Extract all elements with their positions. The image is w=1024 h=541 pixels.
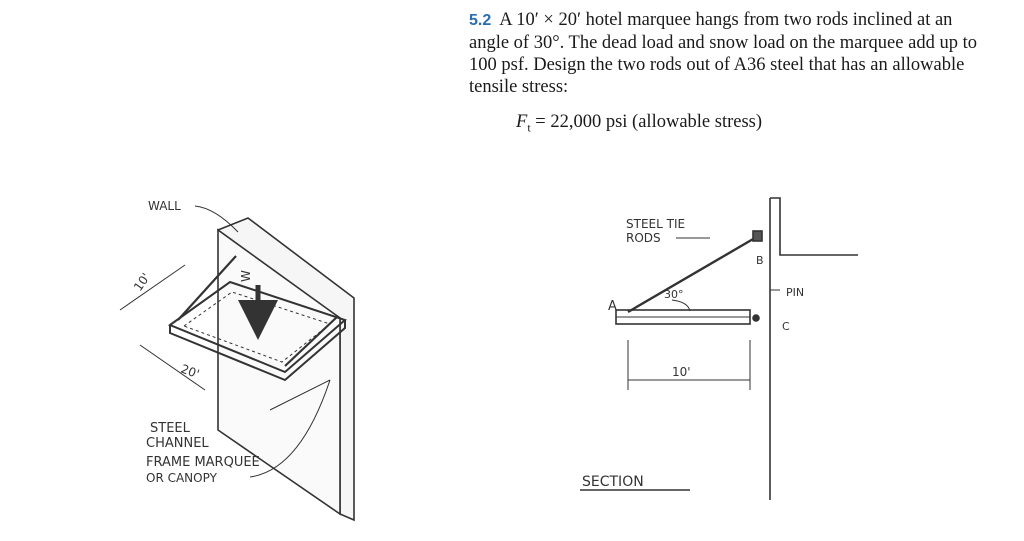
section-sketch [580, 198, 858, 500]
pin [753, 315, 759, 321]
formula-symbol: F [516, 112, 528, 132]
problem-number: 5.2 [469, 12, 492, 29]
dimension-label: 10' [672, 365, 691, 379]
point-a-label: A [608, 299, 617, 314]
frame-label-line-3: FRAME MARQUEE [146, 455, 260, 470]
frame-label-line-1: STEEL [150, 421, 190, 436]
problem-text: A 10′ × 20′ hotel marquee hangs from two rods inclined at an angle of 30°. The dead load and snow load on the marquee add up to 100 psf. Design the two rods out of A36 steel that has an allowable tensile stress: [469, 10, 977, 97]
point-c-label: C [782, 320, 790, 333]
wall-label: WALL [148, 199, 181, 213]
load-label: W [239, 270, 253, 282]
angle-label: 30° [664, 288, 684, 301]
pin-label: PIN [786, 286, 805, 299]
section-wall [770, 198, 858, 500]
dim-10-label: 10' [130, 270, 154, 294]
formula-subscript: t [527, 120, 531, 135]
frame-label-line-4: OR CANOPY [146, 471, 217, 485]
point-b-label: B [756, 254, 764, 267]
rods-label-line-1: STEEL TIE [626, 217, 686, 231]
frame-label-line-2: CHANNEL [146, 436, 209, 451]
dim-20-label: 20' [178, 361, 202, 382]
formula-rhs: = 22,000 psi (allowable stress) [535, 112, 763, 132]
section-label: SECTION [582, 474, 644, 490]
rods-label-line-2: RODS [626, 231, 661, 245]
section-tie-rod [628, 235, 760, 312]
